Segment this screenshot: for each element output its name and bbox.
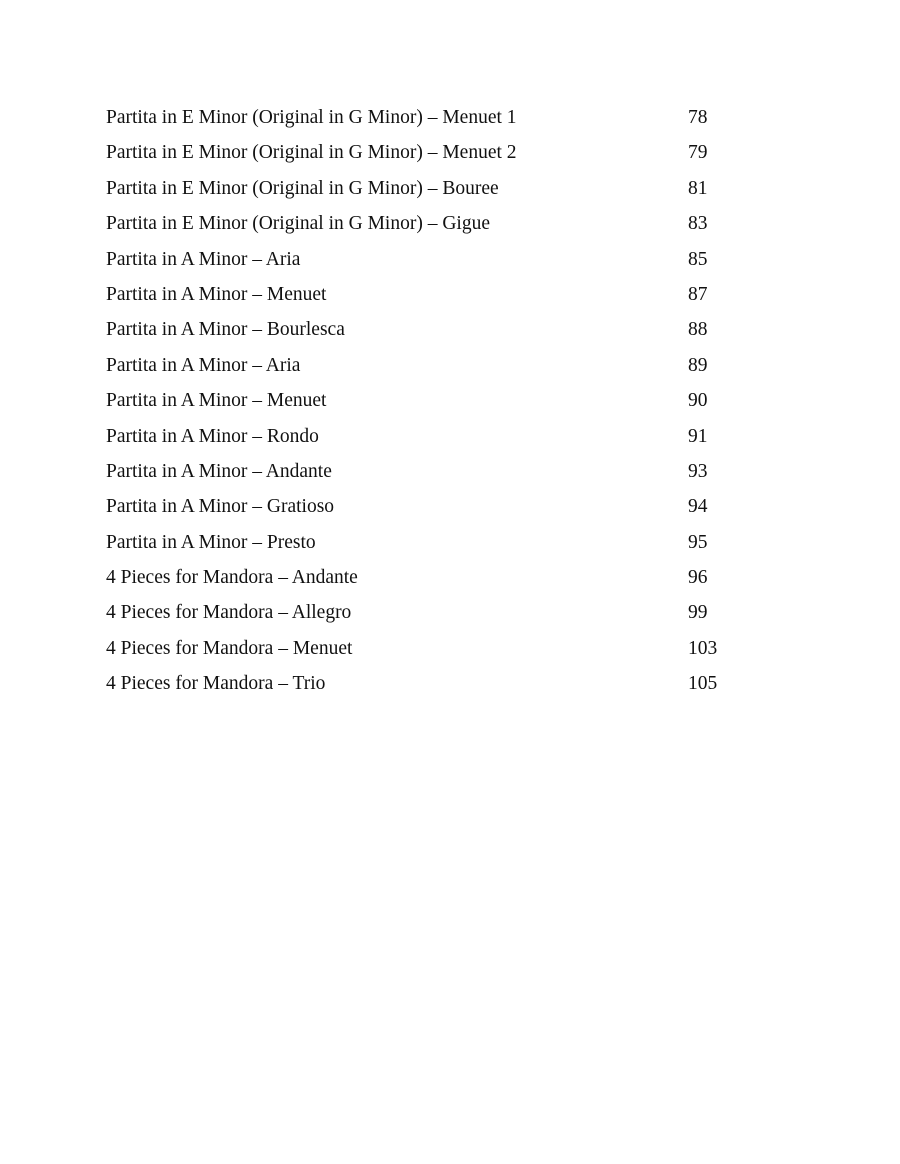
toc-entry-page: 96	[688, 567, 708, 589]
toc-entry-title: 4 Pieces for Mandora – Menuet	[106, 637, 353, 659]
toc-entry	[106, 457, 746, 492]
toc-entry-title: Partita in A Minor – Menuet	[106, 283, 327, 305]
toc-entry-page: 78	[688, 107, 708, 128]
toc-entry-title: Partita in A Minor – Bourlesca	[106, 319, 345, 341]
toc-entry-page: 81	[688, 177, 708, 199]
toc-entry	[106, 103, 746, 138]
toc-entry-page: 85	[688, 248, 708, 270]
toc-entry-page: 95	[688, 531, 708, 553]
toc-entry-title: Partita in E Minor (Original in G Minor) – Gigue	[106, 213, 490, 235]
toc-entry	[106, 634, 746, 669]
toc-entry	[106, 315, 746, 350]
toc-entry-title: 4 Pieces for Mandora – Allegro	[106, 602, 352, 624]
toc-entry-title: Partita in A Minor – Presto	[106, 531, 316, 553]
toc-entry	[106, 669, 746, 704]
toc-entry-page: 87	[688, 283, 708, 305]
toc-entry	[106, 598, 746, 633]
toc-entry	[106, 351, 746, 386]
toc-entry	[106, 386, 746, 421]
toc-entry	[106, 528, 746, 563]
toc-entry	[106, 174, 746, 209]
toc-entry-page: 99	[688, 602, 708, 624]
toc-entry-title: 4 Pieces for Mandora – Trio	[106, 673, 326, 695]
toc-entry	[106, 422, 746, 457]
toc-entry-title: Partita in A Minor – Gratioso	[106, 496, 335, 518]
toc-entry	[106, 209, 746, 244]
toc-entry-page: 93	[688, 460, 708, 482]
toc-entry-title: Partita in A Minor – Menuet	[106, 390, 327, 412]
toc-entry-page: 103	[688, 637, 718, 659]
toc-entry	[106, 245, 746, 280]
toc-entry-title: Partita in E Minor (Original in G Minor) – Bouree	[106, 177, 499, 199]
table-of-contents	[106, 103, 746, 705]
toc-entry-page: 89	[688, 354, 708, 376]
toc-entry-title: Partita in A Minor – Andante	[106, 460, 332, 482]
toc-entry-page: 83	[688, 213, 708, 235]
toc-entry-title: Partita in E Minor (Original in G Minor) – Menuet 1	[106, 107, 517, 128]
toc-entry-page: 94	[688, 496, 708, 518]
toc-entry-page: 105	[688, 673, 718, 695]
toc-entry-page: 88	[688, 319, 708, 341]
toc-entry-title: 4 Pieces for Mandora – Andante	[106, 567, 358, 589]
toc-entry	[106, 280, 746, 315]
toc-entry-title: Partita in E Minor (Original in G Minor) – Menuet 2	[106, 142, 517, 164]
toc-entry-title: Partita in A Minor – Aria	[106, 248, 301, 270]
toc-entry-page: 90	[688, 390, 708, 412]
toc-entry-page: 91	[688, 425, 708, 447]
toc-entry	[106, 138, 746, 173]
toc-entry	[106, 492, 746, 527]
toc-entry-title: Partita in A Minor – Aria	[106, 354, 301, 376]
toc-entry	[106, 563, 746, 598]
toc-entry-page: 79	[688, 142, 708, 164]
toc-entry-title: Partita in A Minor – Rondo	[106, 425, 319, 447]
